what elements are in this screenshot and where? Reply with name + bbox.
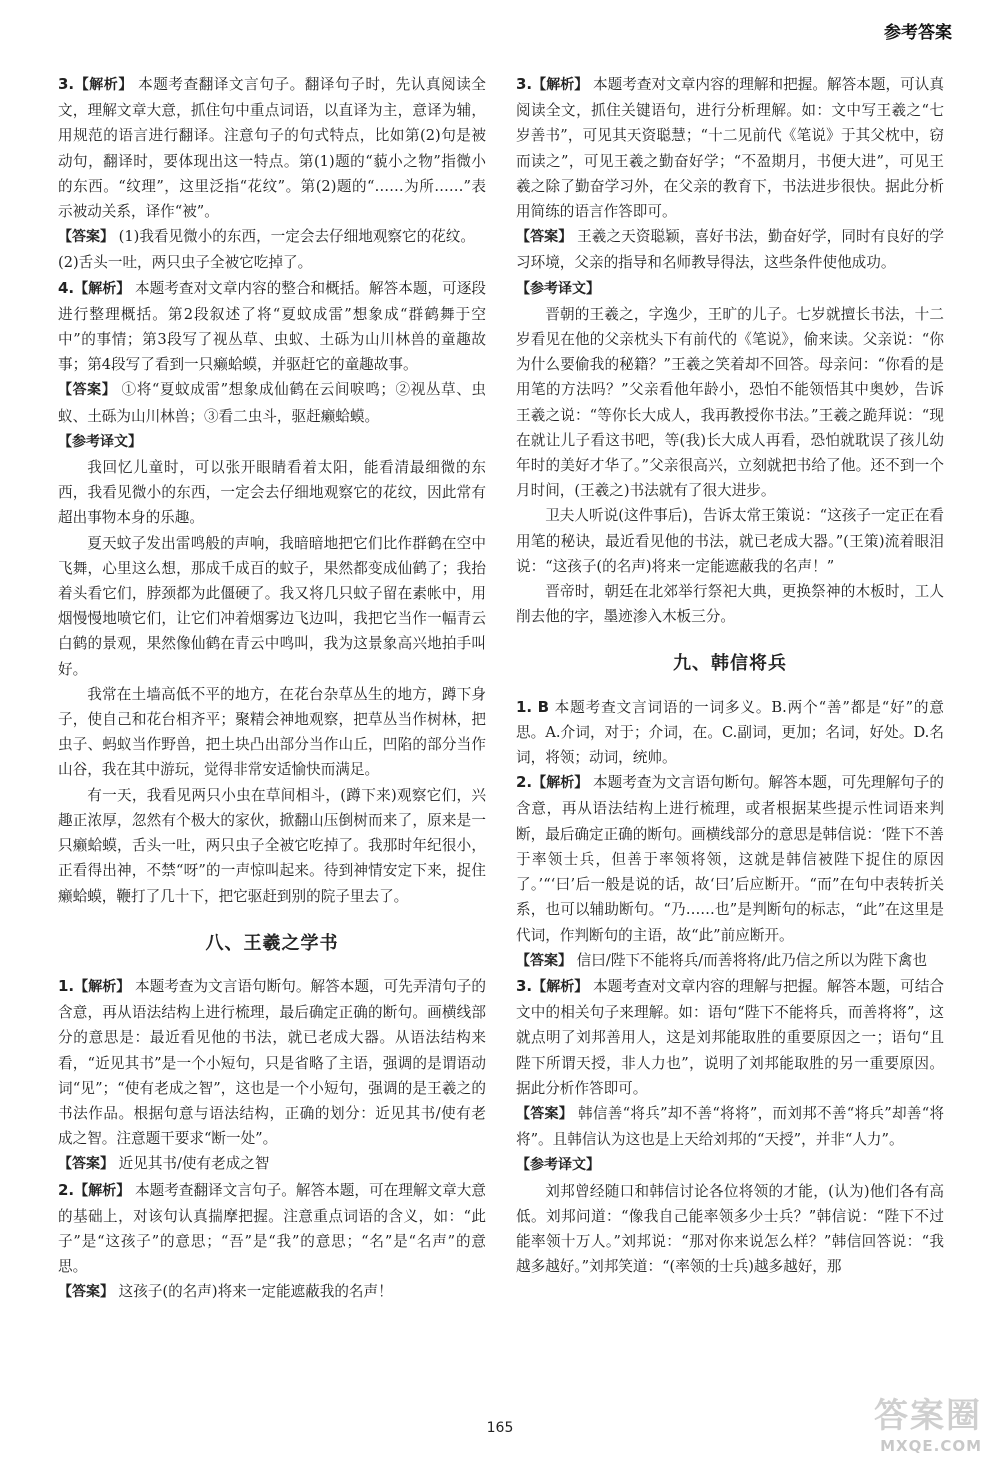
translation-paragraph: 卫夫人听说(这件事后)，告诉太常王策说：“这孩子一定正在看用笔的秘诀，最近看见他的书法，就已老成大器。”(王策)流着眼泪说：“这孩子(的名声)将来一定能遮蔽我的名声！” [516, 507, 944, 575]
section9-question-3-analysis: 3.【解析】 本题考查对文章内容的理解与把握。解答本题，可结合文中的相关句子来理解。如：语句“陛下不能将兵，而善将将”，这就点明了刘邦善用人，这是刘邦能取胜的重要原因之一；语句“且陛下所谓天授，非人力也”，说明了刘邦能取胜的另一重要原因。据此分析作答即可。 [516, 976, 944, 1097]
section8-question-3-analysis: 3.【解析】 本题考查对文章内容的理解和把握。解答本题，可认真阅读全文，抓住关键语句，进行分析理解。如：文中写王羲之“七岁善书”，可见其天资聪慧；“十二见前代《笔说》于其父枕中，窃而读之”，可见王羲之勤奋好学；“不盈期月，书便大进”，可见王羲之除了勤奋学习外，在父亲的教育下，书法进步很快。据此分析用简练的语言作答即可。 [516, 75, 944, 221]
question-4-analysis: 4.【解析】 本题考查对文章内容的整合和概括。解答本题，可逐段进行整理概括。第2段叙述了将“夏蚊成雷”想象成“群鹤舞于空中”的事情；第3段写了视丛草、虫蚁、土砾为山川林兽的童趣故事；第4段写了看到一只癞蛤蟆，并驱赶它的童趣故事。 [58, 278, 486, 374]
translation-paragraph: 我回忆儿童时，可以张开眼睛看着太阳，能看清最细微的东西，我看见微小的东西，一定会去仔细地观察它的花纹，因此常有超出事物本身的乐趣。 [58, 459, 486, 527]
translation-paragraph: 夏天蚊子发出雷鸣般的声响，我暗暗地把它们比作群鹤在空中飞舞，心里这么想，那成千成百的蚊子，果然都变成仙鹤了；我抬着头看它们，脖颈都为此僵硬了。我又将几只蚊子留在素帐中，用烟慢慢地喷它们，让它们冲着烟雾边飞边叫，我把它当作一幅青云白鹤的景观，果然像仙鹤在青云中鸣叫，我为这景象高兴地拍手叫好。 [58, 534, 486, 678]
question-4-answer: 【答案】 ①将“夏蚊成雷”想象成仙鹤在云间唳鸣；②视丛草、虫蚁、土砾为山川林兽；③看二虫斗，驱赶癞蛤蟆。 [58, 381, 486, 425]
section9-question-2-analysis: 2.【解析】 本题考查为文言语句断句。解答本题，可先理解句子的含意，再从语法结构上进行梳理，或者根据某些提示性词语来判断，最后确定正确的断句。画横线部分的意思是韩信说：‘陛下不善于率领士兵，但善于率领将领，这就是韩信被陛下捉住的原因了。’“‘曰’后一般是说的话，故‘曰’后应断开。“而”在句中表转折关系，也可以辅助断句。“乃……也”是判断句的标志，“此”在这里是代词，作判断句的主语，故“此”前应断开。 [516, 773, 944, 944]
section8-question-3-answer: 【答案】 王羲之天资聪颖，喜好书法，勤奋好学，同时有良好的学习环境，父亲的指导和名师教导得法，这些条件使他成功。 [516, 228, 945, 272]
translation-paragraph: 晋朝的王羲之，字逸少，王旷的儿子。七岁就擅长书法，十二岁看见在他的父亲枕头下有前代的《笔说》，偷来读。父亲说：“你为什么要偷我的秘籍？”王羲之笑着却不回答。母亲问：“你看的是用笔的方法吗？”父亲看他年龄小，恐怕不能领悟其中奥妙，告诉王羲之说：“等你长大成人，我再教授你书法。”王羲之跪拜说：“现在就让儿子看这书吧，等(我)长大成人再看，恐怕就耽误了孩儿幼年时的美好才华了。”父亲很高兴，立刻就把书给了他。还不到一个月时间，(王羲之)书法就有了很大进步。 [516, 305, 944, 500]
reference-translation-label: 【参考译文】 [516, 1157, 600, 1174]
section8-question-2-analysis: 2.【解析】 本题考查翻译文言句子。解答本题，可在理解文章大意的基础上，对该句认真揣摩把握。注意重点词语的含义，如：“此子”是“这孩子”的意思；“吾”是“我”的意思；“名”是“名声”的意思。 [58, 1180, 486, 1276]
question-3-answer-2: (2)舌头一吐，两只虫子全被它吃掉了。 [58, 254, 313, 272]
section8-question-1-analysis: 1.【解析】 本题考查为文言语句断句。解答本题，可先弄清句子的含意，再从语法结构上进行梳理，最后确定正确的断句。画横线部分的意思是：最近看见他的书法，就已老成大器。从语法结构来看，“近见其书”是一个小短句，只是省略了主语，强调的是谓语动词“见”；“使有老成之智”，这也是一个小短句，强调的是王羲之的书法作品。根据句意与语法结构，正确的划分：近见其书/使有老成之智。注意题干要求“断一处”。 [58, 976, 486, 1148]
left-column [58, 72, 486, 1306]
question-3-analysis: 3.【解析】 本题考查翻译文言句子。翻译句子时，先认真阅读全文，理解文章大意，抓住句中重点词语，以直译为主，意译为辅，用规范的语言进行翻译。注意句子的句式特点，比如第(2)句是被动句，翻译时，要体现出这一特点。第(1)题的“藐小之物”指微小的东西。“纹理”，这里泛指“花纹”。第(2)题的“……为所……”表示被动关系，译作“被”。 [58, 75, 486, 221]
section9-question-3-answer: 【答案】 韩信善“将兵”却不善“将将”，而刘邦不善“将兵”却善“将将”。且韩信认为这也是上天给刘邦的“天授”，并非“人力”。 [516, 1104, 945, 1149]
section9-question-2-answer: 【答案】 信曰/陛下不能将兵/而善将将/此乃信之所以为陛下禽也 [516, 951, 928, 969]
right-column [516, 72, 944, 1279]
section8-question-1-answer: 【答案】 近见其书/使有老成之智 [58, 1155, 270, 1173]
page-number: 165 [486, 1420, 514, 1436]
watermark-text: 答案圈 [874, 1396, 982, 1436]
section9-question-1: 1. B 本题考查文言词语的一词多义。B.两个“善”都是“好”的意思。A.介词，对于；介词，在。C.副词，更加；名词，好处。D.名词，将领；动词，统帅。 [516, 697, 944, 767]
section8-question-2-answer: 【答案】 这孩子(的名声)将来一定能遮蔽我的名声！ [58, 1283, 393, 1301]
translation-paragraph: 有一天，我看见两只小虫在草间相斗，(蹲下来)观察它们，兴趣正浓厚，忽然有个极大的家伙，掀翻山压倒树而来了，原来是一只癞蛤蟆，舌头一吐，两只虫子全被它吃掉了。我那时年纪很小，正看得出神，不禁“呀”的一声惊叫起来。待到神情安定下来，捉住癞蛤蟆，鞭打了几十下，把它驱赶到别的院子里去了。 [58, 786, 486, 905]
translation-paragraph: 我常在土墙高低不平的地方，在花台杂草丛生的地方，蹲下身子，使自己和花台相齐平；聚精会神地观察，把草丛当作树林，把虫子、蚂蚁当作野兽，把土块凸出部分当作山丘，凹陷的部分当作山谷，我在其中游玩，觉得非常安适愉快而满足。 [58, 685, 486, 779]
reference-translation-label: 【参考译文】 [58, 433, 142, 450]
section-title-8: 八、王羲之学书 [205, 932, 339, 954]
page-header-title: 参考答案 [884, 23, 952, 43]
translation-paragraph: 晋帝时，朝廷在北郊举行祭祀大典，更换祭神的木板时，工人削去他的字，墨迹渗入木板三分。 [516, 583, 944, 626]
section-title-9: 九、韩信将兵 [673, 653, 787, 675]
reference-translation-label: 【参考译文】 [516, 280, 600, 297]
translation-paragraph: 刘邦曾经随口和韩信讨论各位将领的才能，(认为)他们各有高低。刘邦问道：“像我自己能率领多少士兵？”韩信说：“陛下不过能率领十万人。”刘邦说：“那对你来说怎么样？”韩信回答说：“我越多越好。”刘邦笑道：“(率领的士兵)越多越好，那 [516, 1182, 944, 1276]
question-3-answer: 【答案】 (1)我看见微小的东西，一定会去仔细地观察它的花纹。 [58, 228, 475, 246]
watermark-logo [802, 1388, 982, 1455]
watermark-url: MXQE.COM [880, 1437, 982, 1455]
